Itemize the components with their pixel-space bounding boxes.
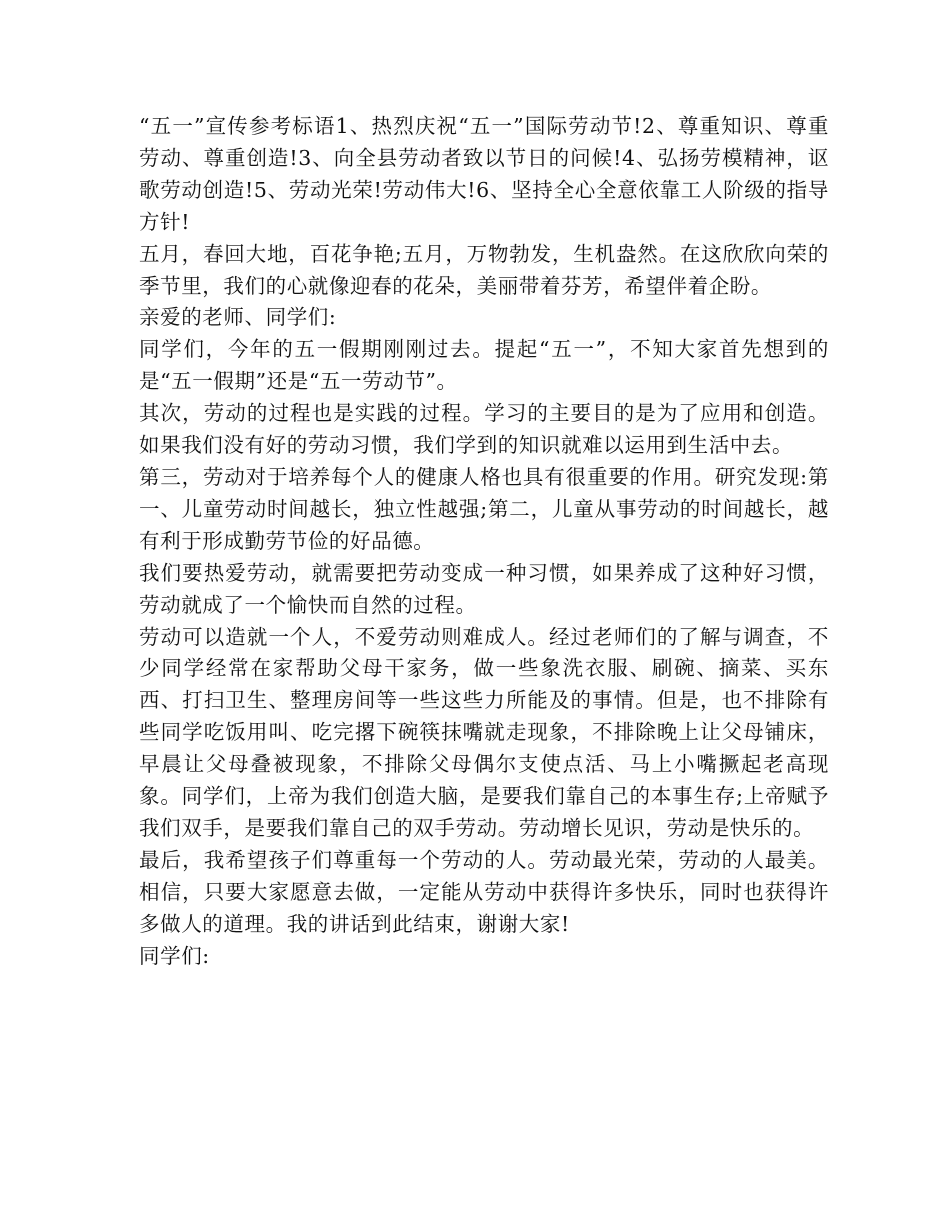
paragraph-holiday: 同学们，今年的五一假期刚刚过去。提起“五一”，不知大家首先想到的是“五一假期”还是“五一劳动节”。 bbox=[139, 337, 829, 394]
paragraph-slogans: “五一”宣传参考标语1、热烈庆祝“五一”国际劳动节!2、尊重知识、尊重劳动、尊重创造!3、向全县劳动者致以节日的问候!4、弘扬劳模精神，讴歌劳动创造!5、劳动光荣!劳动伟大!6、坚持全心全意依靠工人阶级的指导方针! bbox=[139, 114, 829, 234]
paragraph-closing: 最后，我希望孩子们尊重每一个劳动的人。劳动最光荣，劳动的人最美。相信，只要大家愿意去做，一定能从劳动中获得许多快乐，同时也获得许多做人的道理。我的讲话到此结束，谢谢大家! bbox=[139, 847, 829, 936]
paragraph-second-point: 其次，劳动的过程也是实践的过程。学习的主要目的是为了应用和创造。如果我们没有好的劳动习惯，我们学到的知识就难以运用到生活中去。 bbox=[139, 401, 829, 458]
paragraph-may-intro: 五月，春回大地，百花争艳;五月，万物勃发，生机盎然。在这欣欣向荣的季节里，我们的心就像迎春的花朵，美丽带着芬芳，希望伴着企盼。 bbox=[139, 241, 829, 298]
paragraph-final-greeting: 同学们: bbox=[139, 943, 210, 968]
paragraph-greeting: 亲爱的老师、同学们: bbox=[139, 305, 337, 330]
document-body bbox=[139, 111, 829, 972]
paragraph-habit: 我们要热爱劳动，就需要把劳动变成一种习惯，如果养成了这种好习惯，劳动就成了一个愉快而自然的过程。 bbox=[139, 560, 829, 617]
paragraph-survey: 劳动可以造就一个人，不爱劳动则难成人。经过老师们的了解与调查，不少同学经常在家帮助父母干家务，做一些象洗衣服、刷碗、摘菜、买东西、打扫卫生、整理房间等一些这些力所能及的事情。但是，也不排除有些同学吃饭用叫、吃完撂下碗筷抹嘴就走现象，不排除晚上让父母铺床，早晨让父母叠被现象，不排除父母偶尔支使点活、马上小嘴撅起老高现象。同学们，上帝为我们创造大脑，是要我们靠自己的本事生存;上帝赋予我们双手，是要我们靠自己的双手劳动。劳动增长见识，劳动是快乐的。 bbox=[139, 624, 829, 840]
paragraph-third-point: 第三，劳动对于培养每个人的健康人格也具有很重要的作用。研究发现:第一、儿童劳动时间越长，独立性越强;第二，儿童从事劳动的时间越长，越有利于形成勤劳节俭的好品德。 bbox=[139, 464, 829, 553]
